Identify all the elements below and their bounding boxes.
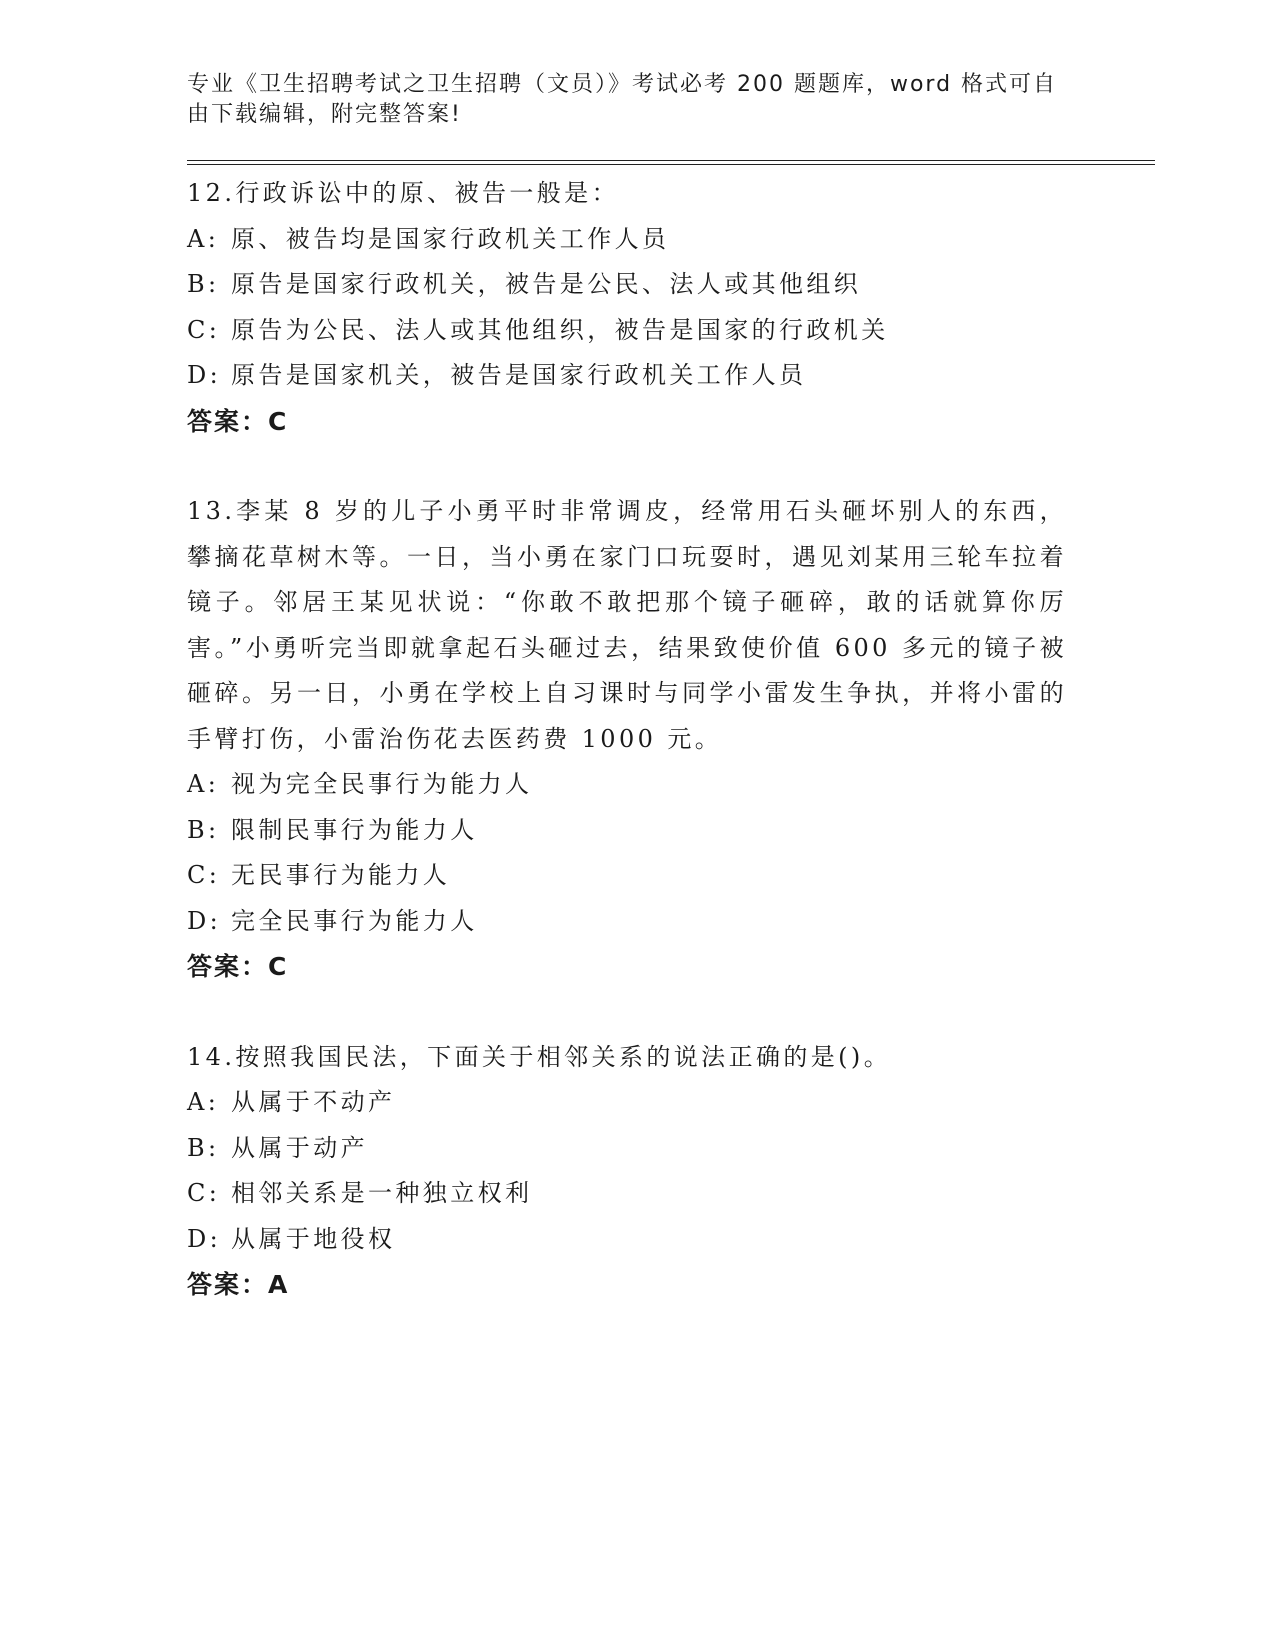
option-b: [187, 808, 1157, 854]
option-key: B:: [187, 815, 220, 844]
option-c: [187, 853, 1157, 899]
option-key: A:: [187, 224, 220, 253]
option-key: A:: [187, 1088, 220, 1116]
option-b: [187, 262, 1157, 308]
question-13: [187, 489, 1157, 990]
question-12: [187, 171, 1157, 444]
option-text: 视为完全民事行为能力人: [231, 770, 533, 798]
document-intro: 专业《卫生招聘考试之卫生招聘（文员）》考试必考 200 题题库，word 格式可自由下载编辑，附完整答案!: [187, 72, 1058, 127]
option-c: [187, 308, 1157, 354]
question-stem: 12.行政诉讼中的原、被告一般是：: [187, 179, 619, 207]
option-text: 从属于动产: [231, 1133, 368, 1162]
option-key: D:: [187, 1224, 222, 1253]
header-divider: [187, 160, 1155, 165]
option-text: 原告是国家机关，被告是国家行政机关工作人员: [231, 361, 807, 389]
option-text: 从属于地役权: [231, 1224, 396, 1253]
question-stem: 13.李某 8 岁的儿子小勇平时非常调皮，经常用石头砸坏别人的东西，攀摘花草树木等。一日，当小勇在家门口玩耍时，遇见刘某用三轮车拉着镜子。邻居王某见状说：“你敢不敢把那个镜子砸碎，敢的话就算你厉害。”小勇听完当即就拿起石头砸过去，结果致使价值 600 多元的镜子被砸碎。另一日，小勇在学校上自习课时与同学小雷发生争执，并将小雷的手臂打伤，小雷治伤花去医药费 1000 元。: [187, 497, 1067, 753]
option-key: D:: [187, 361, 222, 389]
question-list: [187, 171, 1157, 1308]
option-text: 无民事行为能力人: [231, 861, 451, 889]
option-d: [187, 899, 1157, 945]
option-text: 从属于不动产: [231, 1088, 396, 1116]
document-page: [187, 70, 1157, 1353]
option-key: B:: [187, 270, 220, 298]
option-key: C:: [187, 861, 221, 889]
option-a: [187, 1080, 1157, 1126]
answer-line: 答案：A: [187, 1270, 290, 1299]
option-a: [187, 762, 1157, 808]
option-key: C:: [187, 1179, 221, 1207]
option-text: 完全民事行为能力人: [231, 906, 478, 935]
option-text: 相邻关系是一种独立权利: [231, 1179, 533, 1207]
option-d: [187, 353, 1157, 399]
question-14: [187, 1035, 1157, 1308]
question-stem: 14.按照我国民法，下面关于相邻关系的说法正确的是()。: [187, 1042, 892, 1071]
option-d: [187, 1217, 1157, 1263]
option-key: D:: [187, 906, 222, 935]
option-text: 原告为公民、法人或其他组织，被告是国家的行政机关: [231, 315, 889, 344]
option-text: 原告是国家行政机关，被告是公民、法人或其他组织: [231, 270, 862, 298]
answer-line: 答案：C: [187, 952, 289, 981]
option-key: C:: [187, 315, 221, 344]
option-text: 限制民事行为能力人: [231, 815, 478, 844]
option-c: [187, 1171, 1157, 1217]
option-b: [187, 1126, 1157, 1172]
option-key: A:: [187, 770, 220, 798]
answer-line: 答案：C: [187, 406, 289, 436]
option-text: 原、被告均是国家行政机关工作人员: [231, 224, 670, 253]
option-a: [187, 217, 1157, 263]
option-key: B:: [187, 1133, 220, 1162]
